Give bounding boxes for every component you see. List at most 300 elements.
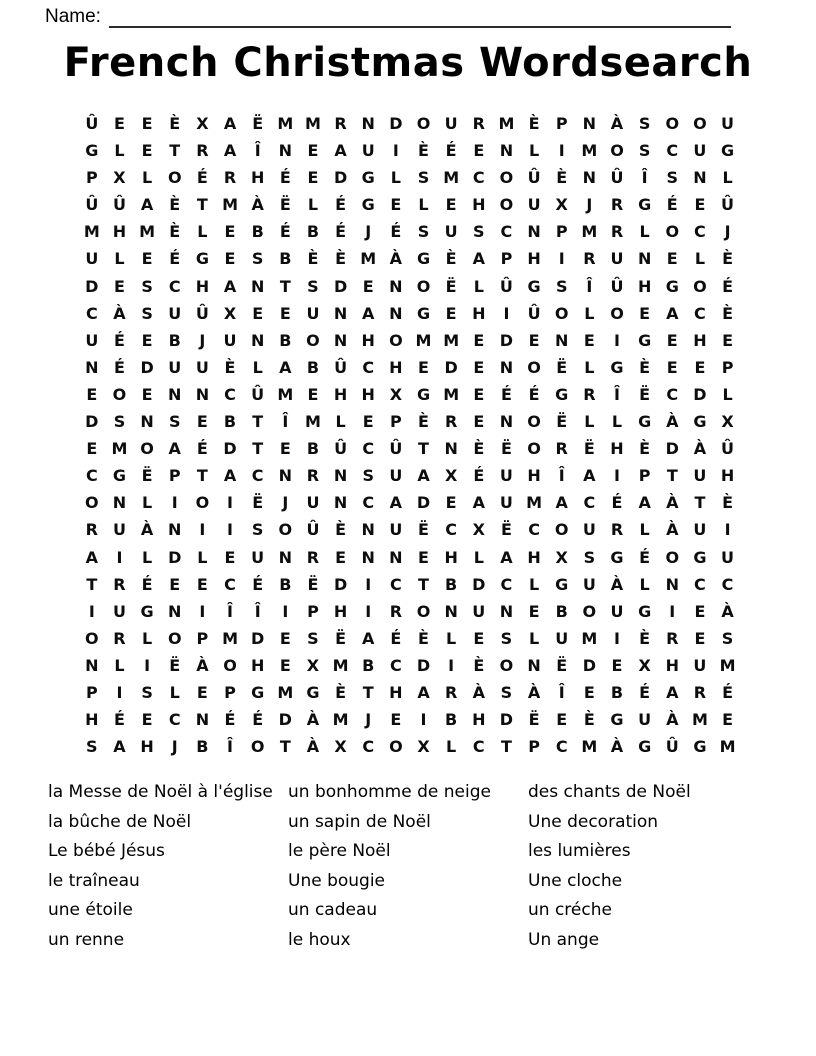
word-list-item: le père Noël — [288, 841, 391, 862]
grid-cell: E — [196, 412, 208, 432]
grid-cell: J — [199, 330, 206, 350]
grid-cell: U — [168, 357, 182, 377]
grid-cell: D — [333, 574, 348, 594]
grid-cell: E — [639, 303, 651, 323]
grid-cell: E — [141, 710, 153, 730]
grid-cell: Û — [610, 168, 624, 188]
grid-cell: L — [142, 547, 153, 567]
grid-cell: È — [169, 222, 181, 242]
grid-cell: I — [448, 655, 455, 675]
grid-cell: P — [555, 222, 568, 242]
grid-cell: A — [666, 682, 679, 702]
grid-cell: É — [113, 710, 125, 730]
grid-cell: C — [694, 574, 706, 594]
grid-cell: C — [666, 384, 679, 404]
grid-cell: H — [444, 547, 458, 567]
grid-cell: U — [499, 493, 513, 513]
grid-cell: É — [639, 682, 651, 702]
grid-cell: N — [555, 330, 569, 350]
grid-cell: G — [555, 384, 569, 404]
grid-cell: R — [555, 439, 568, 459]
grid-cell: X — [196, 114, 209, 133]
grid-cell: L — [639, 520, 650, 540]
grid-cell: O — [527, 357, 541, 377]
grid-cell: É — [500, 384, 512, 404]
grid-cell: S — [721, 628, 734, 648]
grid-cell: E — [666, 330, 678, 350]
grid-cell: L — [307, 195, 319, 215]
grid-row — [78, 516, 742, 543]
grid-cell: A — [472, 493, 485, 513]
grid-cell: E — [556, 710, 568, 730]
grid-cell: Î — [558, 466, 565, 486]
grid-cell: I — [171, 493, 178, 513]
grid-cell: O — [167, 168, 182, 188]
grid-cell: G — [416, 384, 431, 404]
grid-row — [78, 110, 742, 137]
grid-cell: L — [528, 628, 540, 648]
grid-cell: P — [500, 249, 513, 269]
grid-cell: S — [500, 682, 513, 702]
grid-cell: H — [389, 357, 403, 377]
grid-cell: B — [445, 710, 458, 730]
grid-cell: T — [362, 682, 374, 702]
grid-cell: G — [361, 168, 375, 188]
grid-cell: X — [223, 303, 237, 323]
grid-cell: A — [223, 466, 237, 486]
grid-cell: É — [196, 439, 208, 459]
grid-cell: H — [361, 384, 375, 404]
grid-cell: P — [721, 357, 734, 377]
grid-cell: C — [362, 357, 375, 377]
word-list-item: la bûche de Noël — [48, 811, 192, 832]
grid-cell: E — [224, 547, 236, 567]
grid-row — [78, 218, 742, 245]
grid-cell: G — [555, 574, 569, 594]
grid-cell: A — [417, 682, 430, 702]
grid-cell: D — [389, 114, 403, 133]
grid-cell: Ë — [528, 710, 540, 730]
grid-cell: U — [112, 601, 126, 621]
grid-cell: G — [638, 737, 652, 757]
grid-cell: Ë — [252, 114, 264, 133]
grid-cell: J — [586, 195, 593, 215]
grid-cell: C — [528, 520, 540, 540]
grid-cell: M — [304, 114, 321, 133]
grid-cell: G — [306, 682, 320, 702]
grid-cell: I — [392, 141, 399, 161]
grid-cell: É — [279, 222, 291, 242]
grid-cell: T — [500, 737, 512, 757]
grid-cell: T — [418, 574, 429, 594]
grid-cell: G — [610, 547, 624, 567]
grid-row — [78, 273, 742, 300]
grid-cell: U — [112, 520, 126, 540]
grid-cell: A — [223, 141, 237, 161]
grid-cell: M — [443, 384, 460, 404]
grid-row — [78, 245, 742, 272]
grid-cell: O — [140, 439, 154, 459]
grid-cell: C — [500, 574, 513, 594]
grid-cell: A — [555, 493, 568, 513]
grid-row — [78, 381, 742, 408]
grid-cell: B — [306, 439, 320, 459]
grid-cell: U — [638, 710, 652, 730]
grid-cell: G — [251, 682, 265, 702]
grid-cell: U — [693, 466, 707, 486]
grid-cell: I — [365, 601, 372, 621]
grid-cell: L — [114, 655, 125, 675]
grid-row — [78, 408, 742, 435]
grid-cell: S — [251, 520, 264, 540]
grid-cell: I — [199, 520, 206, 540]
grid-cell: È — [307, 249, 319, 269]
grid-row — [78, 652, 742, 679]
grid-cell: H — [693, 330, 707, 350]
grid-cell: G — [195, 249, 209, 269]
grid-cell: S — [141, 276, 153, 296]
grid-cell: T — [418, 439, 429, 459]
grid-cell: O — [416, 601, 431, 621]
grid-cell: E — [583, 682, 595, 702]
grid-cell: P — [168, 466, 181, 486]
grid-cell: H — [140, 737, 154, 757]
grid-cell: H — [472, 303, 486, 323]
grid-cell: B — [168, 330, 181, 350]
grid-cell: H — [333, 601, 348, 621]
grid-cell: À — [666, 710, 679, 730]
grid-cell: À — [113, 303, 126, 323]
grid-cell: S — [251, 249, 264, 269]
grid-cell: H — [472, 710, 486, 730]
grid-cell: L — [114, 141, 125, 161]
grid-cell: Î — [254, 141, 261, 161]
grid-cell: O — [554, 303, 569, 323]
grid-cell: È — [418, 141, 429, 161]
grid-cell: B — [306, 222, 320, 242]
grid-cell: È — [583, 710, 595, 730]
name-row — [45, 4, 731, 28]
grid-cell: N — [499, 357, 514, 377]
grid-cell: É — [722, 276, 734, 296]
grid-cell: À — [140, 520, 154, 540]
grid-cell: X — [306, 655, 320, 675]
grid-cell: H — [195, 276, 210, 296]
grid-cell: C — [472, 168, 485, 188]
grid-cell: S — [362, 466, 374, 486]
grid-cell: À — [306, 737, 320, 757]
grid-cell: E — [113, 276, 125, 296]
word-list-item: Une bougie — [288, 870, 386, 891]
grid-cell: C — [224, 384, 236, 404]
grid-cell: L — [114, 249, 125, 269]
grid-cell: D — [416, 655, 431, 675]
grid-cell: L — [694, 249, 706, 269]
grid-cell: O — [665, 547, 680, 567]
grid-row — [78, 598, 742, 625]
grid-row — [78, 137, 742, 164]
grid-cell: X — [389, 384, 403, 404]
grid-cell: T — [252, 412, 264, 432]
grid-cell: T — [694, 493, 706, 513]
grid-cell: E — [445, 195, 457, 215]
grid-cell: B — [251, 222, 264, 242]
word-list-item: un cadeau — [288, 900, 378, 921]
grid-cell: É — [169, 249, 181, 269]
grid-cell: R — [693, 682, 707, 702]
grid-cell: À — [472, 682, 485, 702]
grid-cell: C — [362, 737, 375, 757]
grid-cell: E — [583, 330, 595, 350]
grid-cell: T — [196, 195, 208, 215]
grid-cell: É — [141, 574, 153, 594]
grid-cell: O — [195, 493, 210, 513]
grid-cell: M — [526, 493, 543, 513]
grid-cell: M — [581, 628, 598, 648]
grid-cell: P — [638, 466, 651, 486]
grid-cell: É — [473, 466, 485, 486]
grid-cell: L — [639, 222, 650, 242]
grid-cell: E — [307, 141, 319, 161]
grid-cell: Û — [306, 520, 320, 540]
grid-cell: Î — [641, 168, 648, 188]
grid-cell: H — [527, 547, 541, 567]
grid-cell: P — [196, 628, 209, 648]
grid-cell: R — [223, 168, 237, 188]
grid-cell: E — [196, 682, 208, 702]
grid-row — [78, 679, 742, 706]
grid-cell: C — [694, 303, 706, 323]
grid-cell: U — [389, 520, 403, 540]
grid-cell: A — [279, 357, 292, 377]
grid-cell: Ë — [639, 384, 651, 404]
grid-cell: O — [85, 628, 99, 648]
word-list-item: Un ange — [528, 929, 600, 950]
grid-cell: J — [365, 222, 372, 242]
grid-cell: H — [665, 655, 679, 675]
grid-cell: G — [693, 737, 707, 757]
grid-cell: A — [168, 439, 181, 459]
grid-cell: È — [445, 249, 457, 269]
grid-cell: À — [251, 195, 264, 215]
grid-cell: R — [472, 114, 485, 133]
grid-cell: U — [610, 601, 624, 621]
grid-cell: D — [333, 276, 348, 296]
grid-cell: T — [169, 141, 181, 161]
grid-cell: C — [389, 655, 402, 675]
grid-cell: P — [390, 412, 402, 432]
grid-cell: G — [140, 601, 154, 621]
grid-cell: È — [169, 195, 181, 215]
grid-cell: L — [335, 412, 346, 432]
grid-cell: D — [472, 574, 486, 594]
grid-cell: M — [691, 710, 708, 730]
grid-cell: É — [224, 710, 236, 730]
grid-cell: L — [528, 574, 540, 594]
grid-cell: E — [445, 493, 457, 513]
grid-cell: E — [279, 655, 291, 675]
grid-cell: C — [251, 466, 264, 486]
grid-cell: È — [335, 249, 347, 269]
grid-cell: C — [85, 466, 98, 486]
grid-cell: L — [584, 357, 595, 377]
name-input-line[interactable] — [109, 8, 731, 28]
grid-cell: R — [666, 628, 679, 648]
grid-row — [78, 706, 742, 733]
grid-cell: É — [252, 574, 264, 594]
grid-row — [78, 625, 742, 652]
grid-cell: M — [719, 737, 736, 757]
grid-cell: U — [444, 222, 458, 242]
word-list-item: Le bébé Jésus — [48, 841, 165, 862]
grid-cell: O — [250, 737, 265, 757]
grid-cell: E — [722, 710, 734, 730]
grid-cell: H — [527, 249, 541, 269]
grid-cell: Î — [282, 412, 289, 432]
grid-cell: E — [113, 114, 125, 133]
grid-cell: N — [665, 574, 679, 594]
grid-cell: L — [722, 384, 733, 404]
grid-cell: C — [666, 141, 679, 161]
grid-cell: N — [85, 357, 99, 377]
grid-cell: I — [365, 574, 372, 594]
grid-cell: È — [418, 628, 429, 648]
grid-cell: E — [528, 601, 540, 621]
grid-cell: G — [638, 330, 652, 350]
grid-cell: D — [85, 412, 99, 432]
grid-cell: À — [666, 520, 679, 540]
grid-cell: G — [361, 195, 375, 215]
grid-cell: E — [722, 330, 734, 350]
grid-cell: X — [638, 655, 651, 675]
grid-cell: U — [223, 330, 237, 350]
grid-cell: E — [473, 628, 485, 648]
grid-cell: B — [610, 682, 624, 702]
grid-cell: Ë — [556, 655, 568, 675]
grid-cell: G — [693, 547, 707, 567]
grid-cell: X — [472, 520, 485, 540]
grid-cell: U — [693, 141, 707, 161]
grid-cell: L — [473, 276, 484, 296]
word-list-item: un renne — [48, 929, 125, 950]
grid-cell: E — [694, 601, 706, 621]
grid-cell: À — [306, 710, 320, 730]
grid-cell: I — [724, 520, 731, 540]
grid-cell: X — [555, 195, 568, 215]
word-list-item: un créche — [528, 900, 612, 921]
grid-cell: C — [721, 574, 734, 594]
grid-cell: É — [335, 222, 347, 242]
grid-cell: E — [141, 114, 153, 133]
grid-cell: È — [528, 114, 540, 133]
word-list-column — [528, 778, 778, 956]
grid-cell: E — [141, 330, 153, 350]
grid-cell: E — [694, 628, 706, 648]
grid-cell: A — [362, 628, 375, 648]
grid-cell: R — [306, 547, 320, 567]
grid-cell: Ë — [335, 628, 347, 648]
grid-cell: H — [85, 710, 99, 730]
grid-cell: H — [389, 682, 403, 702]
grid-cell: C — [472, 737, 485, 757]
grid-cell: L — [584, 303, 595, 323]
grid-cell: N — [250, 276, 265, 296]
grid-cell: S — [307, 628, 319, 648]
grid-cell: B — [279, 249, 292, 269]
grid-cell: P — [528, 737, 540, 757]
grid-cell: I — [227, 493, 233, 513]
grid-cell: C — [362, 493, 375, 513]
grid-cell: À — [527, 682, 541, 702]
grid-cell: C — [583, 493, 596, 513]
grid-cell: D — [582, 655, 596, 675]
grid-cell: N — [250, 330, 265, 350]
grid-cell: S — [307, 276, 319, 296]
grid-cell: O — [85, 493, 99, 513]
grid-cell: E — [418, 547, 429, 567]
grid-cell: X — [113, 168, 126, 188]
grid-cell: E — [362, 276, 374, 296]
grid-cell: U — [85, 330, 99, 350]
grid-cell: J — [724, 222, 731, 242]
grid-cell: E — [528, 330, 540, 350]
grid-cell: B — [306, 357, 320, 377]
grid-cell: E — [224, 222, 236, 242]
grid-cell: S — [583, 547, 596, 567]
grid-cell: N — [361, 114, 375, 133]
grid-cell: Ë — [307, 574, 319, 594]
grid-cell: P — [555, 114, 568, 133]
grid-cell: Î — [586, 276, 593, 296]
grid-cell: Î — [614, 384, 620, 404]
grid-cell: U — [444, 114, 458, 133]
grid-cell: E — [694, 357, 706, 377]
grid-cell: Û — [112, 195, 126, 215]
grid-cell: E — [279, 303, 291, 323]
word-list-item: Une cloche — [528, 870, 623, 891]
grid-cell: G — [693, 412, 707, 432]
grid-row — [78, 571, 742, 598]
grid-cell: O — [610, 303, 624, 323]
grid-cell: R — [610, 222, 624, 242]
grid-cell: L — [611, 412, 623, 432]
grid-cell: E — [445, 303, 457, 323]
grid-cell: M — [222, 195, 238, 215]
grid-cell: N — [85, 655, 99, 675]
grid-cell: I — [614, 628, 620, 648]
grid-cell: È — [335, 520, 347, 540]
grid-cell: T — [196, 466, 208, 486]
grid-cell: Û — [610, 276, 624, 296]
grid-cell: O — [389, 737, 403, 757]
grid-cell: C — [500, 222, 513, 242]
grid-cell: I — [503, 303, 510, 323]
grid-cell: U — [499, 466, 513, 486]
grid-cell: L — [418, 195, 429, 215]
grid-cell: N — [361, 547, 375, 567]
grid-cell: M — [332, 710, 349, 730]
grid-cell: U — [693, 655, 707, 675]
grid-cell: B — [196, 737, 209, 757]
grid-row — [78, 544, 742, 571]
grid-cell: O — [499, 195, 514, 215]
grid-cell: L — [142, 168, 153, 188]
grid-cell: S — [141, 682, 153, 702]
grid-cell: N — [333, 466, 348, 486]
grid-cell: H — [250, 168, 265, 188]
grid-cell: C — [389, 574, 402, 594]
grid-cell: Î — [254, 601, 261, 621]
